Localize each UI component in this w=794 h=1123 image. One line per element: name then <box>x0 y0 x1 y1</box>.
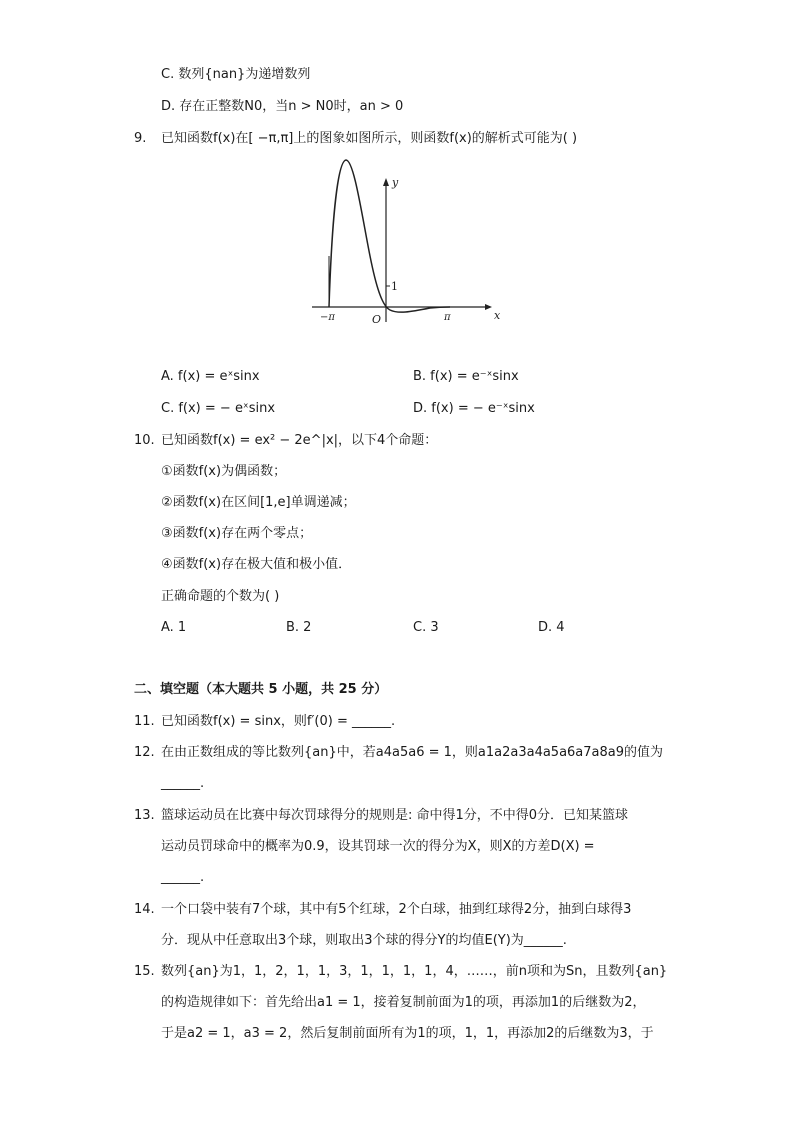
q9-graph <box>310 156 510 326</box>
label-neg-pi: −π <box>320 312 335 323</box>
q15-line-1: 数列{an}为1，1，2，1，1，3，1，1，1，1，4，……，前n项和为Sn，且数列{an} <box>161 964 668 979</box>
label-origin: O <box>372 313 382 326</box>
function-curve <box>329 160 450 312</box>
q9-stem: 已知函数f(x)在[ −π,π]上的图象如图所示，则函数f(x)的解析式可能为( ) <box>161 131 578 146</box>
q15-number: 15. <box>134 964 155 979</box>
q8-option-c: C. 数列{nan}为递增数列 <box>161 67 311 82</box>
q10-proposition-3: ③函数f(x)存在两个零点； <box>161 526 313 541</box>
q8-option-d: D. 存在正整数N0，当n > N0时，an > 0 <box>161 99 404 114</box>
q12-number: 12. <box>134 745 155 760</box>
q9-option-d: D. f(x) = − e⁻ˣsinx <box>413 401 535 416</box>
q13-line-3: ______. <box>161 870 205 885</box>
q14-line-2: 分．现从中任意取出3个球，则取出3个球的得分Y的均值E(Y)为______. <box>161 933 567 948</box>
q14-number: 14. <box>134 902 155 917</box>
q10-proposition-2: ②函数f(x)在区间[1,e]单调递减； <box>161 495 356 510</box>
y-axis-arrow <box>383 178 389 186</box>
section-title: 二、填空题（本大题共 5 小题，共 25 分） <box>134 682 388 697</box>
q10-proposition-1: ①函数f(x)为偶函数； <box>161 464 287 479</box>
label-one: 1 <box>391 280 398 293</box>
q15-line-2: 的构造规律如下：首先给出a1 = 1，接着复制前面为1的项，再添加1的后继数为2， <box>161 995 646 1010</box>
q9-number: 9. <box>134 131 147 146</box>
q13-line-2: 运动员罚球命中的概率为0.9，设其罚球一次的得分为X，则X的方差D(X) = <box>161 839 595 854</box>
q9-option-c: C. f(x) = − eˣsinx <box>161 401 276 416</box>
q10-option-a: A. 1 <box>161 620 187 635</box>
label-x: x <box>494 309 501 322</box>
x-axis-arrow <box>485 304 492 310</box>
q11-number: 11. <box>134 714 155 729</box>
q10-option-d: D. 4 <box>538 620 565 635</box>
q10-stem: 已知函数f(x) = ex² − 2e^|x|，以下4个命题： <box>161 433 438 448</box>
q10-proposition-4: ④函数f(x)存在极大值和极小值． <box>161 557 352 572</box>
q13-line-1: 篮球运动员在比赛中每次罚球得分的规则是: 命中得1分，不中得0分．已知某篮球 <box>161 808 629 823</box>
q14-line-1: 一个口袋中装有7个球，其中有5个红球，2个白球，抽到红球得2分，抽到白球得3 <box>161 902 632 917</box>
q10-ask: 正确命题的个数为( ) <box>161 589 280 604</box>
q12-line-1: 在由正数组成的等比数列{an}中，若a4a5a6 = 1，则a1a2a3a4a5a6a7a8a9的值为 <box>161 745 664 760</box>
q9-option-b: B. f(x) = e⁻ˣsinx <box>413 369 519 384</box>
label-y: y <box>392 176 399 189</box>
q9-option-a: A. f(x) = eˣsinx <box>161 369 260 384</box>
label-pi: π <box>444 312 451 323</box>
q12-line-2: ______. <box>161 776 205 791</box>
q11-text: 已知函数f(x) = sinx，则f′(0) = ______. <box>161 714 396 729</box>
q15-line-3: 于是a2 = 1，a3 = 2，然后复制前面所有为1的项，1，1，再添加2的后继数为3，于 <box>161 1026 654 1041</box>
q10-number: 10. <box>134 433 155 448</box>
q13-number: 13. <box>134 808 155 823</box>
q10-option-c: C. 3 <box>413 620 439 635</box>
q10-option-b: B. 2 <box>286 620 312 635</box>
